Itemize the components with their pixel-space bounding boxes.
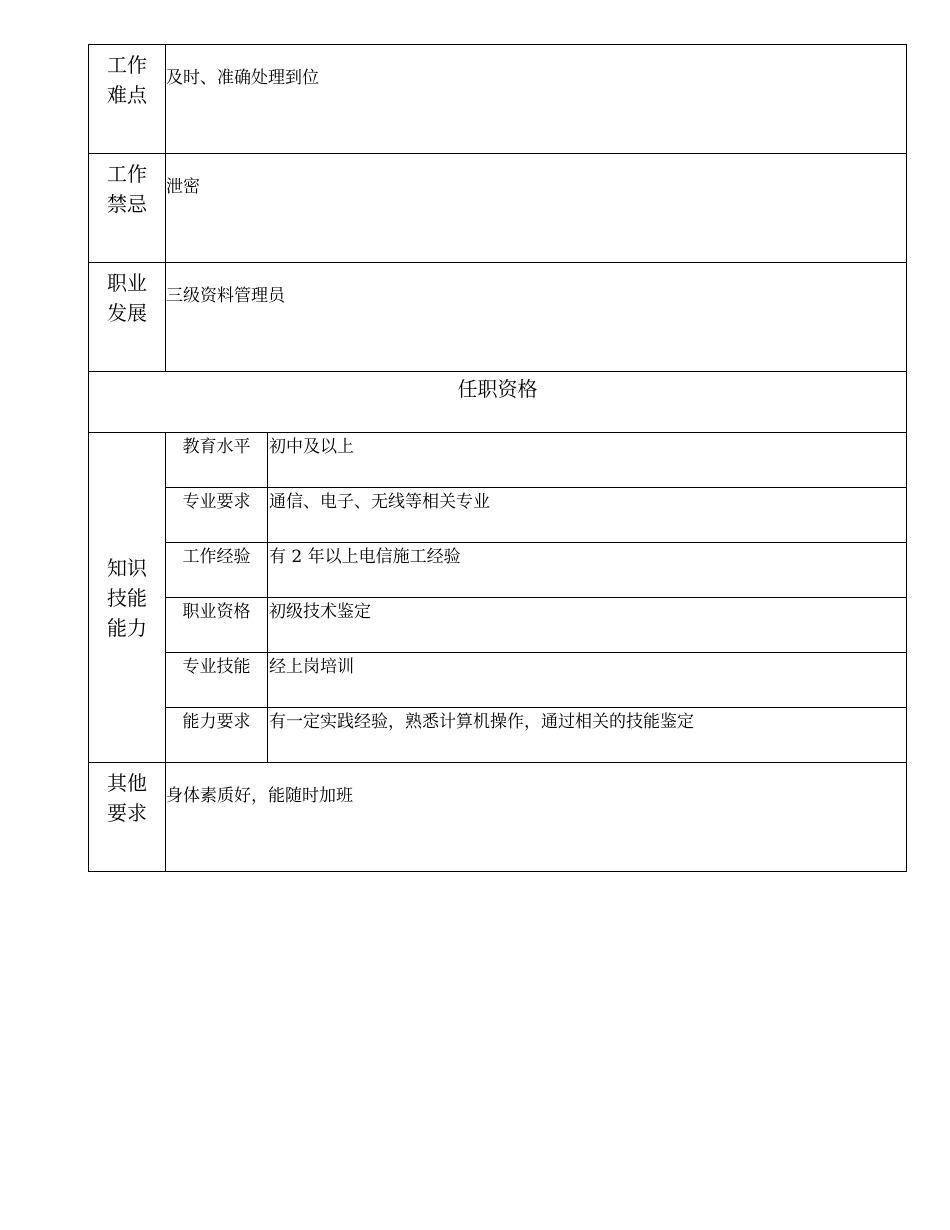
row-label: 工作 禁忌 — [89, 154, 166, 263]
qualification-row-ability — [89, 708, 907, 763]
qualification-value: 初中及以上 — [268, 433, 907, 488]
row-label: 工作 难点 — [89, 45, 166, 154]
job-description-table — [88, 44, 907, 872]
row-work-difficulty — [89, 45, 907, 154]
qualification-label: 专业技能 — [166, 653, 268, 708]
qualification-label: 能力要求 — [166, 708, 268, 763]
qualification-value: 有一定实践经验，熟悉计算机操作，通过相关的技能鉴定 — [268, 708, 907, 763]
row-career-development — [89, 263, 907, 372]
section-header-row — [89, 372, 907, 433]
row-value: 身体素质好，能随时加班 — [166, 763, 907, 872]
qualification-row-education — [89, 433, 907, 488]
qualification-label: 职业资格 — [166, 598, 268, 653]
row-value: 泄密 — [166, 154, 907, 263]
row-other-requirements — [89, 763, 907, 872]
row-value: 三级资料管理员 — [166, 263, 907, 372]
qualification-label: 教育水平 — [166, 433, 268, 488]
row-label: 其他 要求 — [89, 763, 166, 872]
qualification-label: 专业要求 — [166, 488, 268, 543]
row-value: 及时、准确处理到位 — [166, 45, 907, 154]
qualification-row-experience — [89, 543, 907, 598]
qualification-value: 经上岗培训 — [268, 653, 907, 708]
section-title: 任职资格 — [89, 372, 907, 433]
qualification-value: 有 2 年以上电信施工经验 — [268, 543, 907, 598]
qualification-row-certification — [89, 598, 907, 653]
qualification-value: 通信、电子、无线等相关专业 — [268, 488, 907, 543]
row-work-taboo — [89, 154, 907, 263]
qualification-value: 初级技术鉴定 — [268, 598, 907, 653]
qualification-row-skills — [89, 653, 907, 708]
qualification-row-major — [89, 488, 907, 543]
knowledge-group-label: 知识 技能 能力 — [89, 433, 166, 763]
qualification-label: 工作经验 — [166, 543, 268, 598]
row-label: 职业 发展 — [89, 263, 166, 372]
